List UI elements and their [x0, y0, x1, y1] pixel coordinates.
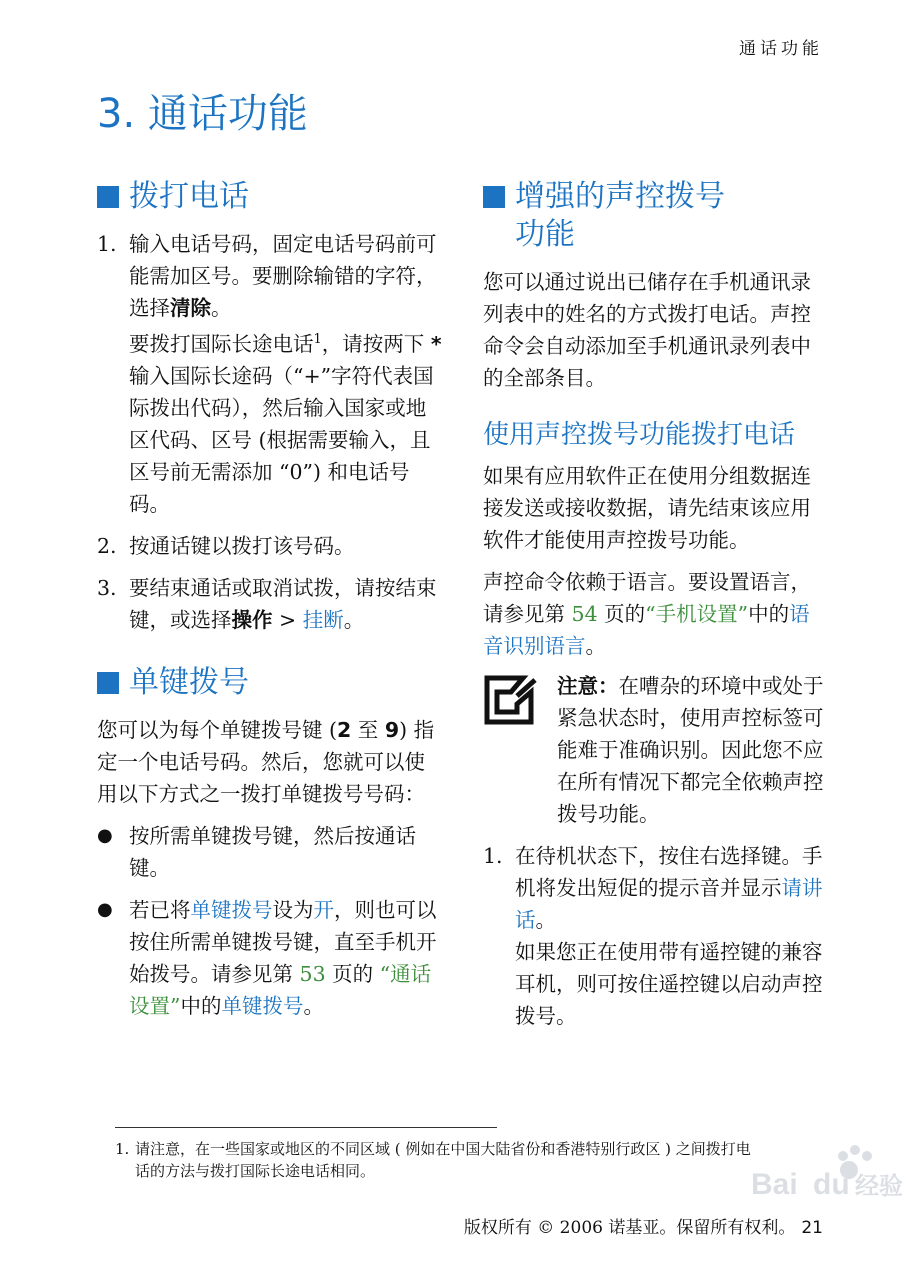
running-header: 通话功能 [739, 39, 823, 59]
international-call-text: 要拨打国际长途电话$^1$，请按两下 * 输入国际长途码（“+”字符代表国际拨出代码），然后输入国家或地区代码、区号 (根据需要输入，且区号前无需添加 “0”) 和电话号码。 [129, 331, 442, 516]
bullet-item [97, 894, 442, 1022]
svg-text:du: du [813, 1168, 850, 1201]
item-text: 要结束通话或取消试拨，请按结束键，或选择操作 > 挂断。 [129, 575, 437, 632]
list-item [97, 228, 442, 520]
section-heading-speed-dial [97, 664, 442, 702]
left-column [97, 178, 442, 1032]
list-item [483, 840, 828, 1032]
list-item [97, 572, 442, 636]
speech-language-link: 语音识别语言 [483, 602, 810, 658]
page-ref: 53 [299, 961, 326, 986]
item-text: 在待机状态下，按住右选择键。手机将发出短促的提示音并显示请讲话。 [515, 844, 823, 932]
section-heading-dialing [97, 178, 442, 216]
list-item [97, 530, 442, 562]
bullet-item [97, 820, 442, 884]
speed-dial-link: 单键拨号 [221, 993, 304, 1018]
options-menu-label: 操作 [231, 607, 273, 632]
item-text: 按通话键以拨打该号码。 [129, 533, 355, 558]
footnote-text: 请注意，在一些国家或地区的不同区域 ( 例如在中国大陆省份和香港特别行政区 ) 之间拨打电话的方法与拨打国际长途电话相同。 [135, 1140, 751, 1180]
item-text: 输入电话号码，固定电话号码前可能需加区号。要删除输错的字符，选择清除。 [129, 232, 437, 320]
phone-settings-xref: “手机设置” [645, 602, 749, 626]
page-number: 21 [801, 1218, 823, 1238]
svg-text:Bai: Bai [751, 1168, 798, 1201]
square-bullet-icon [483, 186, 505, 208]
section-heading-voice-dial [483, 178, 828, 254]
section-title: 单键拨号 [129, 664, 249, 700]
note-block [483, 670, 828, 830]
voice-dial-intro: 您可以通过说出已储存在手机通讯录列表中的姓名的方式拨打电话。声控命令会自动添加至手机通讯录列表中的全部条目。 [483, 270, 811, 390]
square-bullet-icon [97, 672, 119, 694]
paragraph: 声控命令依赖于语言。要设置语言，请参见第 54 页的“手机设置”中的语音识别语言。 [483, 570, 811, 658]
svg-text:经验: 经验 [855, 1172, 903, 1200]
item-number: 1. [97, 232, 117, 256]
item-text: 按所需单键拨号键，然后按通话键。 [129, 823, 416, 880]
subsection-title: 使用声控拨号功能拨打电话 [483, 420, 796, 450]
on-value-link: 开 [313, 897, 334, 922]
item-number: 1. [483, 844, 503, 868]
item-text: 若已将单键拨号设为开，则也可以按住所需单键拨号键，直至手机开始拨号。请参见第 53 页的 “通话设置”中的单键拨号。 [129, 897, 437, 1018]
speak-now-link: 请讲话 [515, 876, 823, 932]
call-settings-xref: “通话设置” [129, 961, 432, 1018]
note-icon [483, 674, 539, 726]
right-column [483, 178, 828, 1042]
paragraph: 如果有应用软件正在使用分组数据连接发送或接收数据，请先结束该应用软件才能使用声控拨号功能。 [483, 464, 811, 552]
speed-dial-link: 单键拨号 [190, 897, 273, 922]
footnote [115, 1138, 755, 1182]
page-ref: 54 [571, 602, 598, 626]
item-number: 3. [97, 575, 117, 600]
star-key-label: * [430, 331, 442, 356]
chapter-title: 3. 通话功能 [97, 91, 308, 137]
bullet-dot-icon: ● [97, 898, 113, 920]
footnote-number: 1. [115, 1140, 130, 1158]
note-label: 注意： [557, 674, 619, 698]
item-number: 2. [97, 533, 117, 558]
end-call-option-link: 挂断 [302, 607, 344, 632]
footnote-ref: 1 [313, 332, 322, 347]
headset-text: 如果您正在使用带有遥控键的兼容耳机，则可按住遥控键以启动声控拨号。 [515, 940, 823, 1028]
page-footer [464, 1213, 823, 1238]
square-bullet-icon [97, 186, 119, 208]
speed-dial-intro: 您可以为每个单键拨号键 (2 至 9) 指定一个电话号码。然后，您就可以使用以下方式之一拨打单键拨号号码： [97, 717, 435, 806]
note-text: 注意：在嘈杂的环境中或处于紧急状态时，使用声控标签可能难于准确识别。因此您不应在所有情况下都完全依赖声控拨号功能。 [557, 674, 824, 826]
footnote-rule [115, 1127, 497, 1128]
baidu-watermark-logo [745, 1140, 905, 1210]
copyright-text: 版权所有 © 2006 诺基亚。保留所有权利。 [463, 1218, 796, 1238]
bullet-dot-icon: ● [97, 824, 113, 846]
clear-softkey-label: 清除 [170, 296, 211, 320]
section-title: 增强的声控拨号 功能 [515, 179, 725, 252]
section-title: 拨打电话 [129, 179, 249, 214]
